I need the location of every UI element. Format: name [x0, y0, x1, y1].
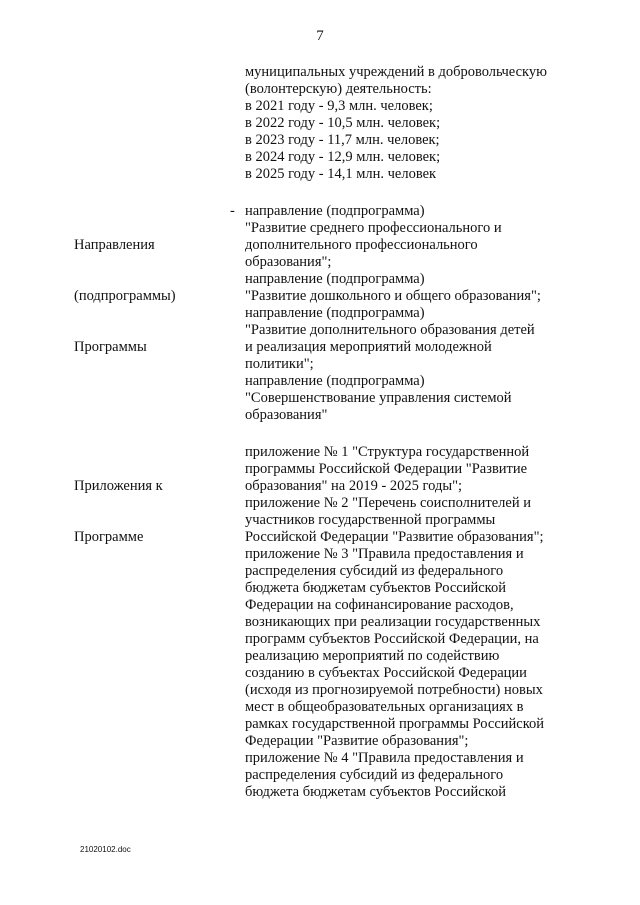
- text-line: мест в общеобразовательных организациях в: [245, 699, 524, 715]
- text-line: направление (подпрограмма): [245, 203, 425, 219]
- text-line: направление (подпрограмма): [245, 271, 425, 287]
- label-line: Программе: [74, 529, 144, 545]
- label-line: Программы: [74, 339, 147, 355]
- text-line: в 2022 году - 10,5 млн. человек;: [245, 115, 441, 131]
- text-line: в 2024 году - 12,9 млн. человек;: [245, 149, 441, 165]
- text-line: программы Российской Федерации "Развитие: [245, 461, 528, 477]
- text-line: распределения субсидий из федерального: [245, 767, 504, 783]
- text-line: бюджета бюджетам субъектов Российской: [245, 580, 506, 596]
- text-line: (исходя из прогнозируемой потребности) новых: [245, 682, 543, 698]
- text-line: приложение № 1 "Структура государственной: [245, 444, 530, 460]
- text-line: образования": [245, 407, 328, 423]
- text-line: созданию в субъектах Российской Федерации: [245, 665, 527, 681]
- text-line: (волонтерскую) деятельность:: [245, 81, 432, 97]
- text-line: Российской Федерации "Развитие образования";: [245, 529, 544, 545]
- label-line: Приложения к: [74, 478, 163, 494]
- text-line: направление (подпрограмма): [245, 305, 425, 321]
- appendices-label: [74, 444, 224, 563]
- text-line: образования";: [245, 254, 332, 270]
- text-line: муниципальных учреждений в добровольческую: [245, 64, 547, 80]
- volunteer-targets-text: [245, 64, 615, 183]
- row-dash: -: [230, 203, 235, 219]
- text-line: образования" на 2019 - 2025 годы";: [245, 478, 463, 494]
- text-line: в 2025 году - 14,1 млн. человек: [245, 166, 437, 182]
- document-filename: 21020102.doc: [80, 845, 131, 854]
- text-line: дополнительного профессионального: [245, 237, 478, 253]
- text-line: приложение № 3 "Правила предоставления и: [245, 546, 524, 562]
- text-line: Федерации на софинансирование расходов,: [245, 597, 514, 613]
- directions-label: [74, 203, 224, 373]
- text-line: направление (подпрограмма): [245, 373, 425, 389]
- text-line: Федерации "Развитие образования";: [245, 733, 469, 749]
- label-line: Направления: [74, 237, 155, 253]
- text-line: бюджета бюджетам субъектов Российской: [245, 784, 506, 800]
- text-line: приложение № 4 "Правила предоставления и: [245, 750, 524, 766]
- text-line: распределения субсидий из федерального: [245, 563, 504, 579]
- text-line: "Совершенствование управления системой: [245, 390, 512, 406]
- text-line: и реализация мероприятий молодежной: [245, 339, 492, 355]
- text-line: "Развитие дополнительного образования детей: [245, 322, 535, 338]
- page-number: 7: [316, 28, 324, 44]
- text-line: рамках государственной программы Российской: [245, 716, 545, 732]
- text-line: "Развитие дошкольного и общего образования";: [245, 288, 541, 304]
- text-line: участников государственной программы: [245, 512, 496, 528]
- text-line: реализацию мероприятий по содействию: [245, 648, 500, 664]
- text-line: программ субъектов Российской Федерации, на: [245, 631, 539, 647]
- text-line: возникающих при реализации государственных: [245, 614, 541, 630]
- text-line: в 2023 году - 11,7 млн. человек;: [245, 132, 440, 148]
- text-line: политики";: [245, 356, 314, 372]
- directions-text: [245, 203, 615, 424]
- text-line: в 2021 году - 9,3 млн. человек;: [245, 98, 433, 114]
- appendices-text: [245, 444, 615, 801]
- text-line: приложение № 2 "Перечень соисполнителей и: [245, 495, 531, 511]
- label-line: (подпрограммы): [74, 288, 176, 304]
- text-line: "Развитие среднего профессионального и: [245, 220, 502, 236]
